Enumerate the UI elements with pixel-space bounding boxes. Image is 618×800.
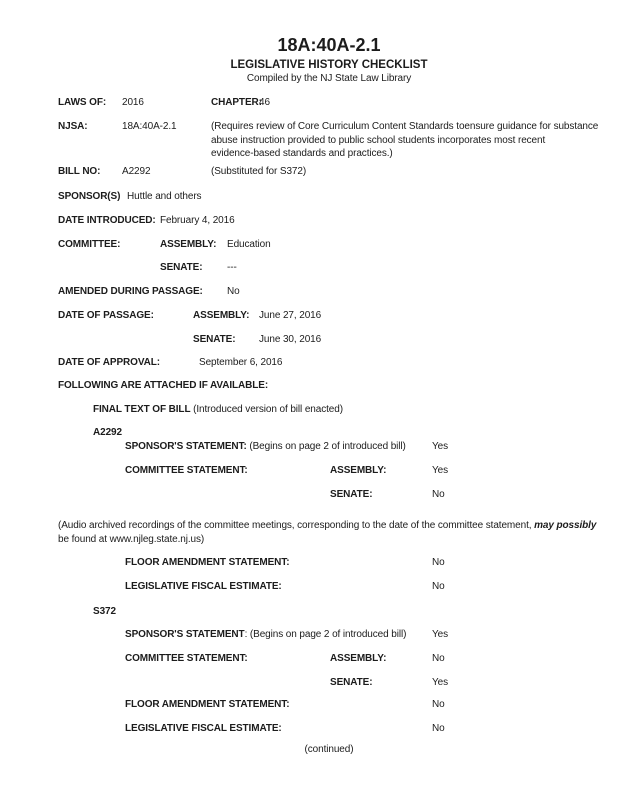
- a2292-fiscal-estimate-label: LEGISLATIVE FISCAL ESTIMATE:: [125, 581, 282, 592]
- date-introduced-value: February 4, 2016: [160, 215, 235, 226]
- date-of-approval-label: DATE OF APPROVAL:: [58, 357, 161, 368]
- s372-floor-amendment-label: FLOOR AMENDMENT STATEMENT:: [125, 699, 290, 710]
- amended-value: No: [227, 286, 240, 297]
- njsa-value: 18A:40A-2.1: [122, 121, 177, 132]
- njsa-description-line: (Requires review of Core Curriculum Content Standards toensure guidance for substance: [211, 121, 599, 132]
- committee-senate-value: ---: [227, 262, 237, 273]
- s372-senate-value: Yes: [432, 677, 449, 688]
- row-bill-s372-heading: [0, 605, 618, 618]
- passage-senate-value: June 30, 2016: [259, 334, 322, 345]
- sponsors-label: SPONSOR(S): [58, 191, 121, 202]
- njsa-description-line: evidence-based standards and practices.): [211, 148, 393, 159]
- row-s372-sponsor-statement: [0, 628, 618, 641]
- row-a2292-committee-assembly: [0, 464, 618, 477]
- row-laws-chapter: [0, 96, 618, 109]
- row-s372-floor-amendment: [0, 698, 618, 711]
- row-date-introduced: [0, 214, 618, 227]
- amended-label: AMENDED DURING PASSAGE:: [58, 286, 203, 297]
- date-of-approval-value: September 6, 2016: [199, 357, 283, 368]
- bill-no-label: BILL NO:: [58, 166, 101, 177]
- s372-fiscal-estimate-label: LEGISLATIVE FISCAL ESTIMATE:: [125, 723, 282, 734]
- row-a2292-fiscal-estimate: [0, 580, 618, 593]
- attachments-heading: FOLLOWING ARE ATTACHED IF AVAILABLE:: [58, 380, 269, 391]
- row-s372-committee-assembly: [0, 652, 618, 665]
- page-subtitle: LEGISLATIVE HISTORY CHECKLIST: [230, 59, 428, 71]
- a2292-sponsor-statement-line: [125, 440, 406, 453]
- a2292-senate-value: No: [432, 489, 445, 500]
- a2292-senate-label: SENATE:: [330, 489, 373, 500]
- final-text-label: FINAL TEXT OF BILL: [93, 404, 191, 415]
- s372-floor-amendment-value: No: [432, 699, 445, 710]
- row-a2292-floor-amendment: [0, 556, 618, 569]
- continued-note: (continued): [304, 744, 354, 755]
- passage-senate-label: SENATE:: [193, 334, 236, 345]
- a2292-floor-amendment-label: FLOOR AMENDMENT STATEMENT:: [125, 557, 290, 568]
- passage-assembly-value: June 27, 2016: [259, 310, 322, 321]
- chapter-value: 46: [259, 97, 270, 108]
- row-bill-no: [0, 165, 618, 178]
- audio-note-text: (Audio archived recordings of the committee meetings, corresponding to the date of the committee statement,: [58, 520, 535, 531]
- row-committee-senate: [0, 261, 618, 274]
- audio-recordings-note: [58, 519, 596, 546]
- row-a2292-sponsor-statement: [0, 440, 618, 453]
- s372-sponsor-statement-line: [125, 628, 406, 641]
- final-text-line: [93, 403, 343, 416]
- row-date-of-approval: [0, 356, 618, 369]
- compiled-by-line: Compiled by the NJ State Law Library: [246, 73, 412, 84]
- njsa-label: NJSA:: [58, 121, 88, 132]
- njsa-description-line: abuse instruction provided to public school students incorporates most recent: [211, 134, 546, 146]
- s372-sponsor-statement-value: Yes: [432, 629, 449, 640]
- a2292-floor-amendment-value: No: [432, 557, 445, 568]
- date-introduced-label: DATE INTRODUCED:: [58, 215, 156, 226]
- njsa-description: [211, 120, 598, 161]
- row-s372-committee-senate: [0, 676, 618, 689]
- a2292-fiscal-estimate-value: No: [432, 581, 445, 592]
- s372-sponsor-statement-note: : (Begins on page 2 of introduced bill): [244, 629, 407, 640]
- committee-label: COMMITTEE:: [58, 239, 121, 250]
- committee-assembly-label: ASSEMBLY:: [160, 239, 217, 250]
- committee-senate-label: SENATE:: [160, 262, 203, 273]
- a2292-sponsor-statement-label: SPONSOR'S STATEMENT:: [125, 441, 247, 452]
- chapter-label: CHAPTER:: [211, 97, 262, 108]
- a2292-sponsor-statement-value: Yes: [432, 441, 449, 452]
- row-a2292-committee-senate: [0, 488, 618, 501]
- s372-committee-statement-label: COMMITTEE STATEMENT:: [125, 653, 248, 664]
- row-amended-during-passage: [0, 285, 618, 298]
- passage-assembly-label: ASSEMBLY:: [193, 310, 250, 321]
- bill-a2292-heading: A2292: [93, 427, 122, 438]
- bill-no-value: A2292: [122, 166, 151, 177]
- committee-assembly-value: Education: [227, 239, 271, 250]
- date-of-passage-label: DATE OF PASSAGE:: [58, 310, 154, 321]
- page-title: 18A:40A-2.1: [277, 35, 381, 55]
- laws-of-value: 2016: [122, 97, 144, 108]
- row-bill-a2292-heading: [0, 426, 618, 439]
- row-attachments-heading: [0, 379, 618, 392]
- a2292-assembly-value: Yes: [432, 465, 449, 476]
- a2292-assembly-label: ASSEMBLY:: [330, 465, 387, 476]
- row-passage-assembly: [0, 309, 618, 322]
- row-committee-assembly: [0, 238, 618, 251]
- a2292-sponsor-statement-note: (Begins on page 2 of introduced bill): [246, 441, 406, 452]
- bill-s372-heading: S372: [93, 606, 116, 617]
- s372-assembly-label: ASSEMBLY:: [330, 653, 387, 664]
- s372-sponsor-statement-label: SPONSOR'S STATEMENT: [125, 629, 245, 640]
- bill-no-note: (Substituted for S372): [211, 166, 307, 177]
- row-passage-senate: [0, 333, 618, 346]
- row-s372-fiscal-estimate: [0, 722, 618, 735]
- audio-note-emphasis: may possibly: [534, 520, 597, 531]
- laws-of-label: LAWS OF:: [58, 97, 107, 108]
- s372-fiscal-estimate-value: No: [432, 723, 445, 734]
- row-sponsors: [0, 190, 618, 203]
- a2292-committee-statement-label: COMMITTEE STATEMENT:: [125, 465, 248, 476]
- row-final-text-of-bill: [0, 403, 618, 416]
- s372-assembly-value: No: [432, 653, 445, 664]
- sponsors-value: Huttle and others: [127, 191, 202, 202]
- final-text-note: (Introduced version of bill enacted): [190, 404, 343, 415]
- audio-note-text: be found at www.njleg.state.nj.us): [58, 533, 205, 545]
- s372-senate-label: SENATE:: [330, 677, 373, 688]
